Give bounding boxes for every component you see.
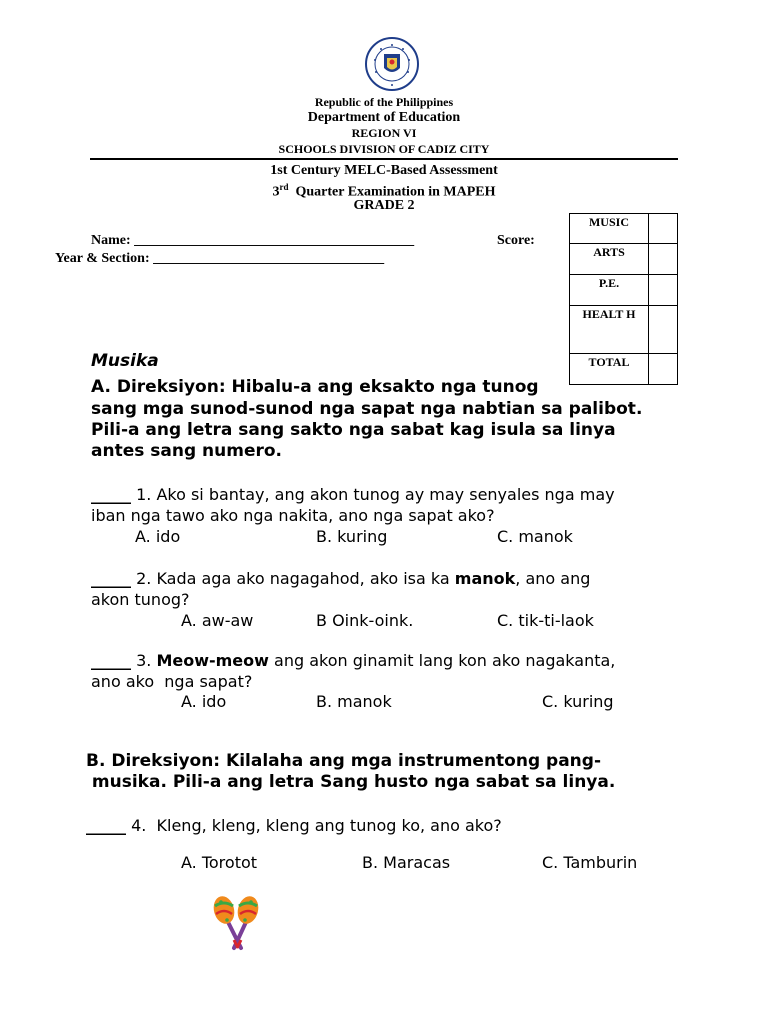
q4-option-a: A. Torotot bbox=[181, 853, 258, 872]
answer-blank[interactable]: _____ bbox=[91, 569, 131, 588]
score-label-health: HEALT H bbox=[570, 306, 649, 354]
score-cell[interactable] bbox=[649, 354, 678, 385]
sectionA-line2: sang mga sunod-sunod nga sapat nga nabtian sa palibot. bbox=[91, 399, 643, 419]
header-department: Department of Education bbox=[307, 110, 461, 125]
question-1: _____ 1. Ako si bantay, ang akon tunog ay may senyales nga may bbox=[91, 485, 615, 504]
q1-option-b: B. kuring bbox=[316, 527, 388, 546]
score-label-music: MUSIC bbox=[570, 214, 649, 244]
q3-option-a: A. ido bbox=[181, 692, 227, 711]
section-title: Musika bbox=[91, 351, 159, 371]
q3-option-c: C. kuring bbox=[542, 692, 614, 711]
question-2: _____ 2. Kada aga ako nagagahod, ako isa ka manok, ano ang bbox=[91, 569, 591, 588]
question-3-line2: ano ako nga sapat? bbox=[91, 672, 253, 691]
question-3: _____ 3. Meow-meow ang akon ginamit lang kon ako nagakanta, bbox=[91, 651, 616, 670]
score-cell[interactable] bbox=[649, 214, 678, 244]
q2-option-b: B Oink-oink. bbox=[316, 611, 414, 630]
question-4: _____ 4. Kleng, kleng, kleng ang tunog ko, ano ako? bbox=[86, 816, 502, 835]
name-field[interactable]: Name: ________________________________________ bbox=[91, 233, 415, 248]
sectionB-line2: musika. Pili-a ang letra Sang husto nga sabat sa linya. bbox=[86, 772, 616, 792]
sectionA-line3: Pili-a ang letra sang sakto nga sabat kag isula sa linya bbox=[91, 420, 616, 440]
header-grade: GRADE 2 bbox=[353, 198, 415, 213]
maracas-image bbox=[208, 892, 264, 952]
sectionB-line1: B. Direksiyon: Kilalaha ang mga instrumentong pang- bbox=[86, 751, 602, 771]
score-cell[interactable] bbox=[649, 275, 678, 306]
header-region: REGION VI bbox=[351, 126, 417, 140]
header-division: SCHOOLS DIVISION OF CADIZ CITY bbox=[278, 142, 490, 156]
sectionA-line1: A. Direksiyon: Hibalu-a ang eksakto nga tunog bbox=[91, 377, 539, 397]
header-exam: 3rd Quarter Examination in MAPEH bbox=[272, 182, 496, 200]
q4-option-b: B. Maracas bbox=[362, 853, 451, 872]
score-label-total: TOTAL bbox=[570, 354, 649, 385]
q2-option-a: A. aw-aw bbox=[181, 611, 254, 630]
year-section-field[interactable]: Year & Section: _________________________________ bbox=[55, 251, 385, 266]
answer-blank[interactable]: _____ bbox=[86, 816, 126, 835]
answer-blank[interactable]: _____ bbox=[91, 485, 131, 504]
q3-option-b: B. manok bbox=[316, 692, 392, 711]
q4-option-c: C. Tamburin bbox=[542, 853, 638, 872]
q1-option-a: A. ido bbox=[135, 527, 181, 546]
question-1-line2: iban nga tawo ako nga nakita, ano nga sapat ako? bbox=[91, 506, 495, 525]
header-republic: Republic of the Philippines bbox=[314, 95, 454, 109]
header-divider bbox=[90, 158, 678, 160]
header-assessment: 1st Century MELC-Based Assessment bbox=[270, 163, 498, 178]
question-2-line2: akon tunog? bbox=[91, 590, 190, 609]
deped-seal-logo bbox=[362, 36, 422, 92]
score-cell[interactable] bbox=[649, 306, 678, 354]
q1-option-c: C. manok bbox=[497, 527, 573, 546]
q2-option-c: C. tik-ti-laok bbox=[497, 611, 594, 630]
score-label-pe: P.E. bbox=[570, 275, 649, 306]
sectionA-line4: antes sang numero. bbox=[91, 441, 283, 461]
score-cell[interactable] bbox=[649, 244, 678, 275]
score-table bbox=[569, 213, 678, 385]
score-label: Score: bbox=[497, 233, 535, 248]
answer-blank[interactable]: _____ bbox=[91, 651, 131, 670]
score-label-arts: ARTS bbox=[570, 244, 649, 275]
